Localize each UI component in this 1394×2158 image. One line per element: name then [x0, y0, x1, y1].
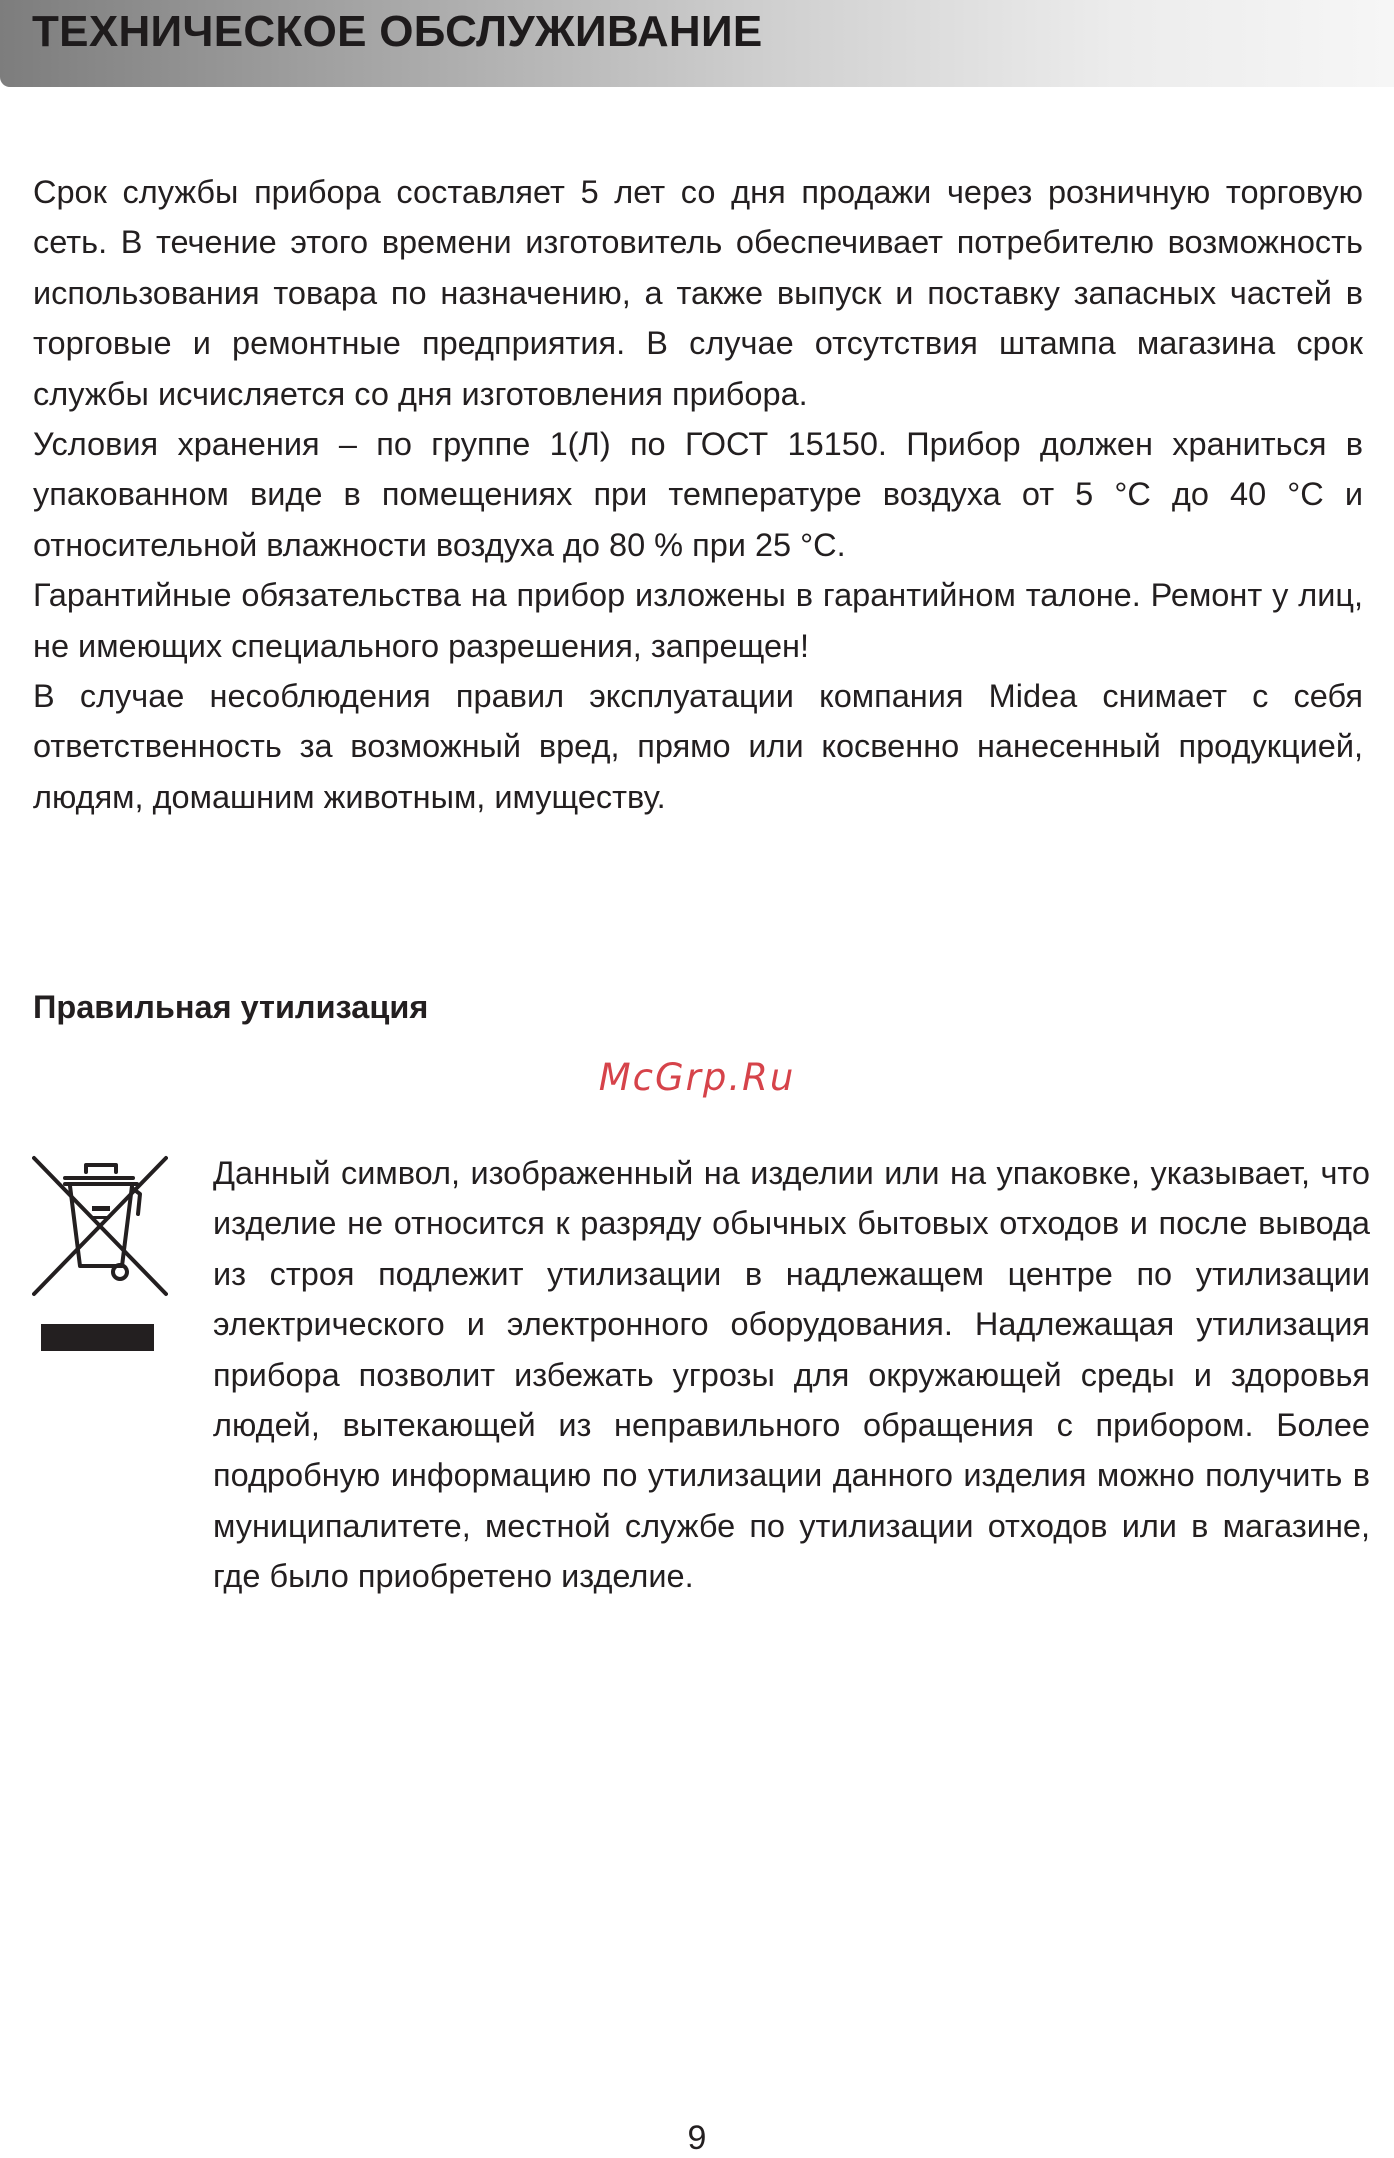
service-info-section	[33, 167, 1363, 822]
storage-conditions-paragraph: Условия хранения – по группе 1(Л) по ГОСТ 15150. Прибор должен храниться в упакованном виде в помещениях при температуре воздуха от 5 °С до 40 °С и относительной влажности воздуха до 80 % при 25 °С.	[33, 426, 1363, 563]
page-title: ТЕХНИЧЕСКОЕ ОБСЛУЖИВАНИЕ	[32, 7, 763, 56]
liability-paragraph: В случае несоблюдения правил эксплуатации компания Midea снимает с себя ответственность за возможный вред, прямо или косвенно нанесенный продукцией, людям, домашним животным, имуществу.	[33, 678, 1363, 815]
watermark: McGrp.Ru	[598, 1056, 796, 1099]
page-number: 9	[687, 2119, 707, 2157]
disposal-paragraph: Данный символ, изображенный на изделии или на упаковке, указывает, что изделие не относится к разряду обычных бытовых отходов и после вывода из строя подлежит утилизации в надлежащем центре по утилизации электрического и электронного оборудования. Надлежащая утилизация прибора позволит избежать угрозы для окружающей среды и здоровья людей, вытекающей из неправильного обращения с прибором. Более подробную информацию по утилизации данного изделия можно получить в муниципалитете, местной службе по утилизации отходов или в магазине, где было приобретено изделие.	[213, 1155, 1370, 1595]
header-bar	[0, 0, 1394, 87]
service-life-paragraph: Срок службы прибора составляет 5 лет со дня продажи через розничную торговую сеть. В течение этого времени изготовитель обеспечивает потребителю возможность использования товара по назначению, а также выпуск и поставку запасных частей в торговые и ремонтные предприятия. В случае отсутствия штампа магазина срок службы исчисляется со дня изготовления прибора.	[33, 174, 1363, 412]
disposal-heading: Правильная утилизация	[33, 989, 429, 1025]
crossed-out-wheelie-bin-icon	[32, 1154, 168, 1354]
warranty-paragraph: Гарантийные обязательства на прибор изложены в гарантийном талоне. Ремонт у лиц, не имеющих специального разрешения, запрещен!	[33, 577, 1363, 664]
